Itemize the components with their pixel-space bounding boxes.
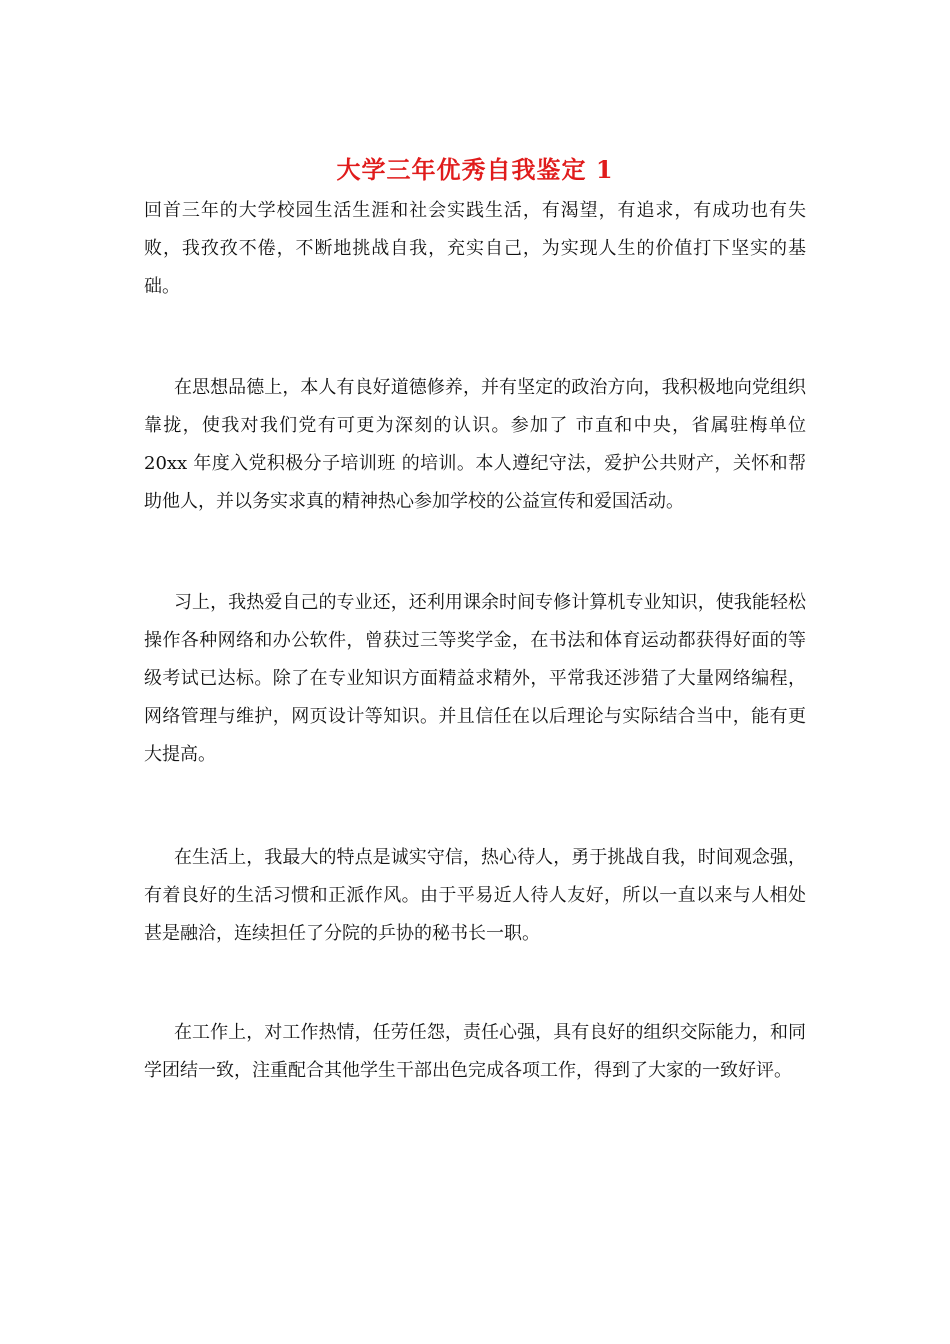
- paragraph-intro: 回首三年的大学校园生活生涯和社会实践生活，有渴望，有追求，有成功也有失败，我孜孜不倦，不断地挑战自我，充实自己，为实现人生的价值打下坚实的基础。: [144, 200, 806, 297]
- paragraph-moral-character: 在思想品德上，本人有良好道德修养，并有坚定的政治方向，我积极地向党组织靠拢，使我对我们党有可更为深刻的认识。参加了 市直和中央，省属驻梅单位 20xx 年度入党积极分子培训班 的培训。本人遵纪守法，爱护公共财产，关怀和帮助他人，并以务实求真的精神热心参加学校的公益宣传和爱国活动。: [144, 377, 806, 512]
- paragraph-work: 在工作上，对工作热情，任劳任怨，责任心强，具有良好的组织交际能力，和同学团结一致，注重配合其他学生干部出色完成各项工作，得到了大家的一致好评。: [144, 1022, 806, 1081]
- paragraph-life: 在生活上，我最大的特点是诚实守信，热心待人，勇于挑战自我，时间观念强，有着良好的生活习惯和正派作风。由于平易近人待人友好，所以一直以来与人相处甚是融洽，连续担任了分院的乒协的秘书长一职。: [144, 847, 806, 944]
- document-title: 大学三年优秀自我鉴定 1: [336, 155, 614, 184]
- paragraph-study: 习上，我热爱自己的专业还，还利用课余时间专修计算机专业知识，使我能轻松操作各种网络和办公软件，曾获过三等奖学金，在书法和体育运动都获得好面的等级考试已达标。除了在专业知识方面精益求精外，平常我还涉猎了大量网络编程，网络管理与维护，网页设计等知识。并且信任在以后理论与实际结合当中，能有更大提高。: [144, 592, 806, 765]
